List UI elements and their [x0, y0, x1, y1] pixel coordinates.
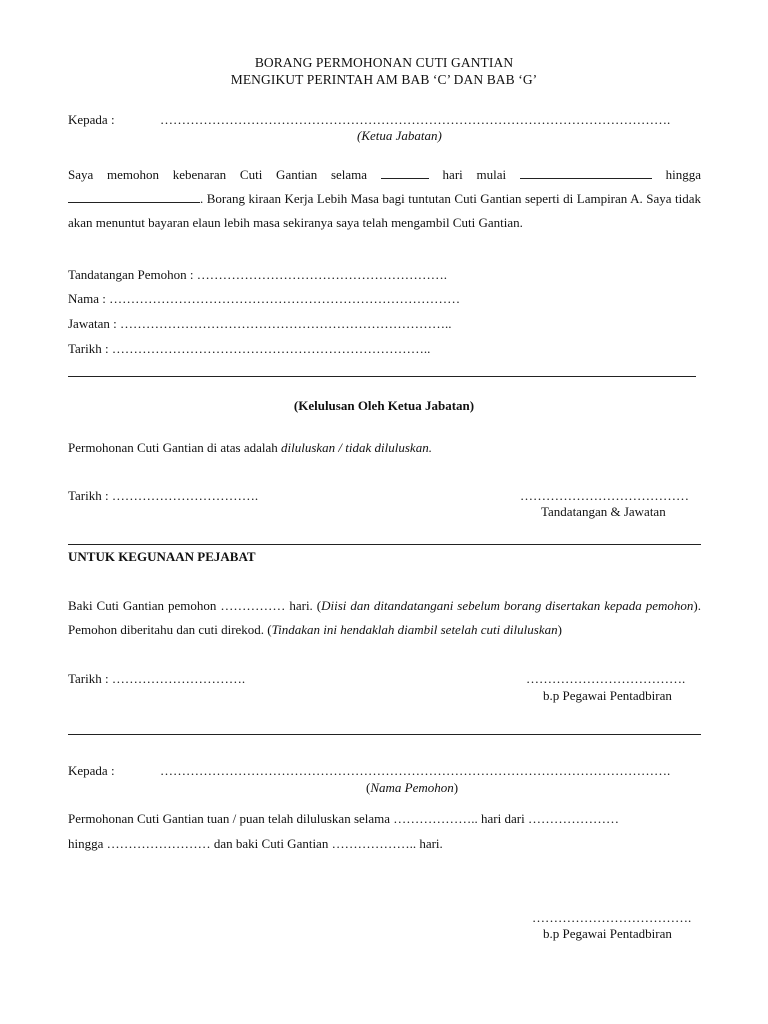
office-text-2: Diisi dan ditandatangani sebelum borang disertakan kepada pemohon [321, 598, 694, 613]
approval-signature-caption: Tandatangan & Jawatan [541, 504, 666, 519]
section-divider [68, 734, 701, 735]
approval-date-field: Tarikh : ……………………………. [68, 488, 259, 503]
start-date-blank [520, 166, 652, 179]
end-date-blank [68, 190, 200, 203]
office-signature-dots: ………………………………. [526, 671, 686, 686]
notice-recipient-caption [366, 780, 458, 796]
form-title-line2: MENGIKUT PERINTAH AM BAB ‘C’ DAN BAB ‘G’ [230, 72, 538, 87]
notice-recipient-label: Kepada : [68, 763, 115, 778]
application-paragraph [68, 163, 701, 235]
notice-line-2: hingga …………………… dan baki Cuti Gantian ……………….. hari. [68, 836, 443, 851]
section-divider [68, 544, 701, 545]
form-title-line1: BORANG PERMOHONAN CUTI GANTIAN [254, 55, 514, 70]
notice-line-1: Permohonan Cuti Gantian tuan / puan telah diluluskan selama ……………….. hari dari ………………… [68, 811, 619, 826]
notice-signature-dots: ………………………………. [532, 910, 692, 925]
office-text-5: ) [557, 622, 562, 637]
application-text-c: hingga [665, 167, 702, 182]
applicant-name-field: Nama : ……………………………………………………………………… [68, 291, 461, 306]
recipient-caption: (Ketua Jabatan) [357, 128, 442, 143]
caption-close: ) [453, 780, 459, 795]
recipient-dots: ………………………………………………………………………………………………………. [160, 112, 671, 127]
office-text-1: Baki Cuti Gantian pemohon …………… hari. ( [68, 598, 322, 613]
approval-heading: (Kelulusan Oleh Ketua Jabatan) [293, 398, 475, 413]
application-text-b: hari mulai [442, 167, 507, 182]
office-heading: UNTUK KEGUNAAN PEJABAT [68, 549, 256, 564]
approval-text-a: Permohonan Cuti Gantian di atas adalah [68, 440, 282, 455]
office-text-4: Tindakan ini hendaklah diambil setelah cuti diluluskan [271, 622, 558, 637]
application-text-a: Saya memohon kebenaran Cuti Gantian selama [68, 167, 368, 182]
notice-recipient-dots: ………………………………………………………………………………………………………. [160, 763, 671, 778]
approval-options: diluluskan / tidak diluluskan. [281, 440, 432, 455]
office-signature-caption: b.p Pegawai Pentadbiran [543, 688, 672, 703]
approval-text [68, 440, 432, 456]
applicant-date-field: Tarikh : ……………………………………………………………….. [68, 341, 431, 356]
applicant-signature-field: Tandatangan Pemohon : …………………………………………………. [68, 267, 447, 282]
office-paragraph [68, 594, 701, 642]
applicant-position-field: Jawatan : ………………………………………………………………….. [68, 316, 452, 331]
application-text-d: . Borang kiraan Kerja Lebih Masa bagi tuntutan Cuti Gantian seperti di Lampiran A. Saya tidak akan menuntut bayaran elaun lebih masa sekiranya saya telah mengambil Cuti Gantian. [68, 191, 701, 230]
days-blank [381, 166, 429, 179]
caption-open: ( [366, 780, 371, 795]
office-text-3: ). Pemohon diberitahu dan cuti direkod. ( [68, 598, 702, 637]
notice-signature-caption: b.p Pegawai Pentadbiran [543, 926, 672, 941]
office-date-field: Tarikh : …………………………. [68, 671, 246, 686]
section-divider [68, 376, 696, 377]
caption-name: Nama Pemohon [370, 780, 454, 795]
approval-signature-dots: ………………………………… [520, 488, 689, 503]
recipient-label: Kepada : [68, 112, 115, 127]
